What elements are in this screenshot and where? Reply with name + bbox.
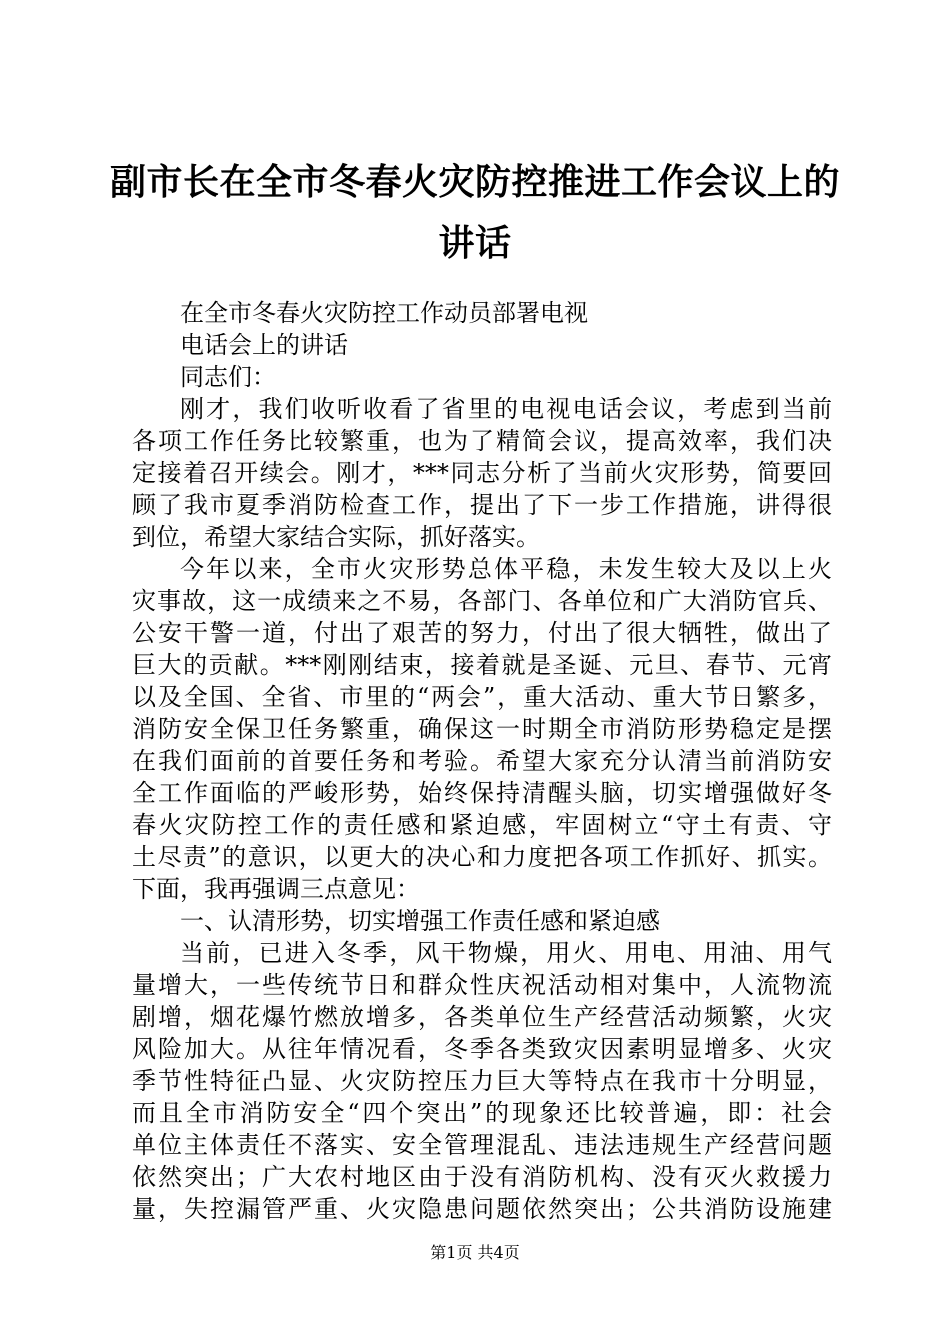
text-line: 依然突出；广大农村地区由于没有消防机构、没有灭火救援力 (132, 1163, 832, 1191)
text-line: 巨大的贡献。***刚刚结束，接着就是圣诞、元旦、春节、元宵 (132, 651, 832, 679)
text-line: 当前，已进入冬季，风干物燥，用火、用电、用油、用气 (180, 939, 832, 967)
document-title-line-2: 讲话 (438, 223, 512, 264)
text-line: 而且全市消防安全“四个突出”的现象还比较普遍，即：社会 (132, 1099, 832, 1127)
text-line: 消防安全保卫任务繁重，确保这一时期全市消防形势稳定是摆 (132, 715, 832, 743)
text-line: 顾了我市夏季消防检查工作，提出了下一步工作措施，讲得很 (132, 491, 832, 519)
text-line: 季节性特征凸显、火灾防控压力巨大等特点在我市十分明显， (132, 1067, 832, 1095)
text-line: 单位主体责任不落实、安全管理混乱、违法违规生产经营问题 (132, 1131, 832, 1159)
text-line: 各项工作任务比较繁重，也为了精简会议，提高效率，我们决 (132, 427, 832, 455)
text-line: 在全市冬春火灾防控工作动员部署电视 (180, 299, 588, 327)
text-line: 量，失控漏管严重、火灾隐患问题依然突出；公共消防设施建 (132, 1195, 832, 1223)
document-body (132, 297, 832, 1225)
text-line: 到位，希望大家结合实际，抓好落实。 (132, 523, 540, 551)
text-line: 一、认清形势，切实增强工作责任感和紧迫感 (180, 907, 660, 935)
text-line: 在我们面前的首要任务和考验。希望大家充分认清当前消防安 (132, 747, 832, 775)
text-line: 灾事故，这一成绩来之不易，各部门、各单位和广大消防官兵、 (132, 587, 832, 615)
text-line: 土尽责”的意识，以更大的决心和力度把各项工作抓好、抓实。 (132, 843, 832, 871)
text-line: 春火灾防控工作的责任感和紧迫感，牢固树立“守土有责、守 (132, 811, 832, 839)
text-line: 定接着召开续会。刚才，***同志分析了当前火灾形势，简要回 (132, 459, 832, 487)
text-line: 同志们： (180, 363, 276, 391)
text-line: 以及全国、全省、市里的“两会”，重大活动、重大节日繁多， (132, 683, 832, 711)
text-line: 剧增，烟花爆竹燃放增多，各类单位生产经营活动频繁，火灾 (132, 1003, 832, 1031)
text-line: 风险加大。从往年情况看，冬季各类致灾因素明显增多、火灾 (132, 1035, 832, 1063)
text-line: 下面，我再强调三点意见： (132, 875, 420, 903)
text-line: 刚才，我们收听收看了省里的电视电话会议，考虑到当前 (180, 395, 832, 423)
page-footer: 第1页 共4页 (430, 1243, 520, 1262)
text-line: 全工作面临的严峻形势，始终保持清醒头脑，切实增强做好冬 (132, 779, 832, 807)
text-line: 公安干警一道，付出了艰苦的努力，付出了很大牺牲，做出了 (132, 619, 832, 647)
text-line: 电话会上的讲话 (180, 331, 348, 359)
document-title-line-1: 副市长在全市冬春火灾防控推进工作会议上的 (110, 162, 841, 203)
text-line: 量增大，一些传统节日和群众性庆祝活动相对集中，人流物流 (132, 971, 832, 999)
text-line: 今年以来，全市火灾形势总体平稳，未发生较大及以上火 (180, 555, 832, 583)
